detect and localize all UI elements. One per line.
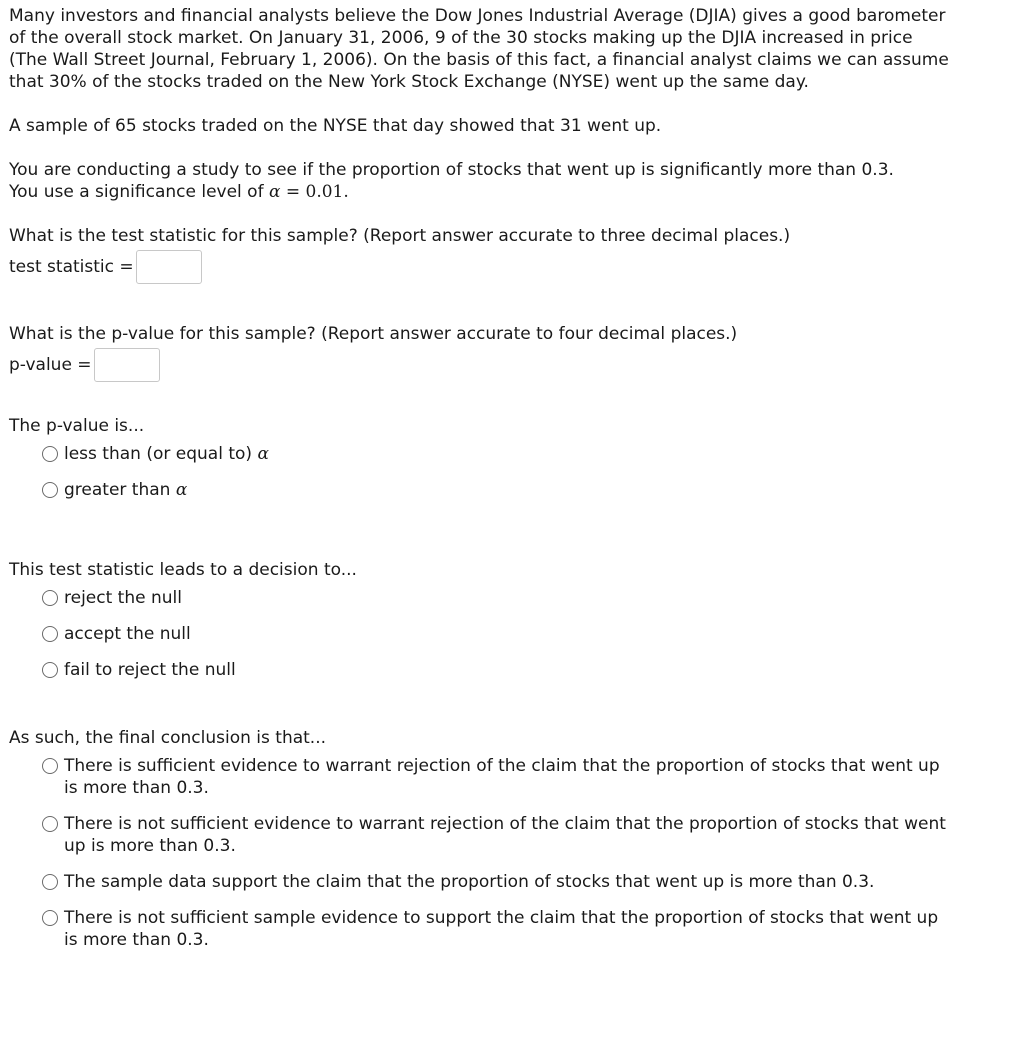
option-less-than-alpha[interactable] xyxy=(42,443,949,465)
pvalue-label: p-value = xyxy=(9,355,92,375)
radio-button[interactable] xyxy=(42,662,58,678)
option-label: fail to reject the null xyxy=(64,660,236,680)
question-page xyxy=(9,5,949,965)
test-statistic-row xyxy=(9,247,949,287)
option-label: greater than xyxy=(64,480,176,500)
radio-button[interactable] xyxy=(42,910,58,926)
study-line-2-suffix: . xyxy=(343,182,349,202)
option-label: There is not sufficient evidence to warrant rejection of the claim that the proportion of stocks that went up is more than 0.3. xyxy=(64,814,946,856)
alpha-symbol: α xyxy=(257,444,269,464)
test-statistic-question: What is the test statistic for this sample? (Report answer accurate to three decimal places.) xyxy=(9,226,791,246)
option-not-sufficient-evidence-support-claim[interactable] xyxy=(42,907,949,951)
option-sample-supports-claim[interactable] xyxy=(42,871,949,893)
alpha-symbol: α xyxy=(175,480,188,500)
alpha-value: 0.01 xyxy=(305,182,344,202)
radio-button[interactable] xyxy=(42,482,58,498)
radio-button[interactable] xyxy=(42,874,58,890)
option-fail-to-reject-null[interactable] xyxy=(42,659,949,681)
study-line-1: You are conducting a study to see if the proportion of stocks that went up is significantly more than 0.3. xyxy=(9,160,894,180)
option-label: reject the null xyxy=(64,588,182,608)
conclusion-prompt: As such, the final conclusion is that... xyxy=(9,728,327,748)
radio-button[interactable] xyxy=(42,758,58,774)
pvalue-question: What is the p-value for this sample? (Report answer accurate to four decimal places.) xyxy=(9,324,738,344)
option-greater-than-alpha[interactable] xyxy=(42,479,949,501)
option-accept-null[interactable] xyxy=(42,623,949,645)
option-sufficient-evidence-reject-claim[interactable] xyxy=(42,755,949,799)
pvalue-input[interactable] xyxy=(94,348,160,382)
sample-description: A sample of 65 stocks traded on the NYSE that day showed that 31 went up. xyxy=(9,116,662,136)
radio-button[interactable] xyxy=(42,590,58,606)
option-label: less than (or equal to) xyxy=(64,444,258,464)
option-reject-null[interactable] xyxy=(42,587,949,609)
pvalue-compare-options xyxy=(9,443,949,501)
decision-options xyxy=(9,587,949,681)
study-line-2 xyxy=(9,181,949,203)
option-label: There is not sufficient sample evidence to support the claim that the proportion of stocks that went up is more than 0.3. xyxy=(64,908,939,950)
test-statistic-label: test statistic = xyxy=(9,257,134,277)
option-label: The sample data support the claim that the proportion of stocks that went up is more than 0.3. xyxy=(64,872,875,892)
conclusion-options xyxy=(9,755,949,951)
test-statistic-input[interactable] xyxy=(136,250,202,284)
decision-prompt: This test statistic leads to a decision to... xyxy=(9,560,357,580)
pvalue-row xyxy=(9,345,949,385)
problem-intro: Many investors and financial analysts believe the Dow Jones Industrial Average (DJIA) gives a good barometer of the overall stock market. On January 31, 2006, 9 of the 30 stocks making up the DJIA increased in price (The Wall Street Journal, February 1, 2006). On the basis of this fact, a financial analyst claims we can assume that 30% of the stocks traded on the New York Stock Exchange (NYSE) went up the same day. xyxy=(9,6,949,92)
pvalue-compare-prompt: The p-value is... xyxy=(9,416,145,436)
radio-button[interactable] xyxy=(42,446,58,462)
alpha-equals: = xyxy=(280,182,306,202)
study-description xyxy=(9,159,949,203)
study-line-2-prefix: You use a significance level of xyxy=(9,182,269,202)
option-label: There is sufficient evidence to warrant rejection of the claim that the proportion of stocks that went up is more than 0.3. xyxy=(64,756,940,798)
radio-button[interactable] xyxy=(42,816,58,832)
option-label: accept the null xyxy=(64,624,191,644)
radio-button[interactable] xyxy=(42,626,58,642)
option-not-sufficient-evidence-reject-claim[interactable] xyxy=(42,813,949,857)
alpha-symbol: α xyxy=(268,182,281,202)
